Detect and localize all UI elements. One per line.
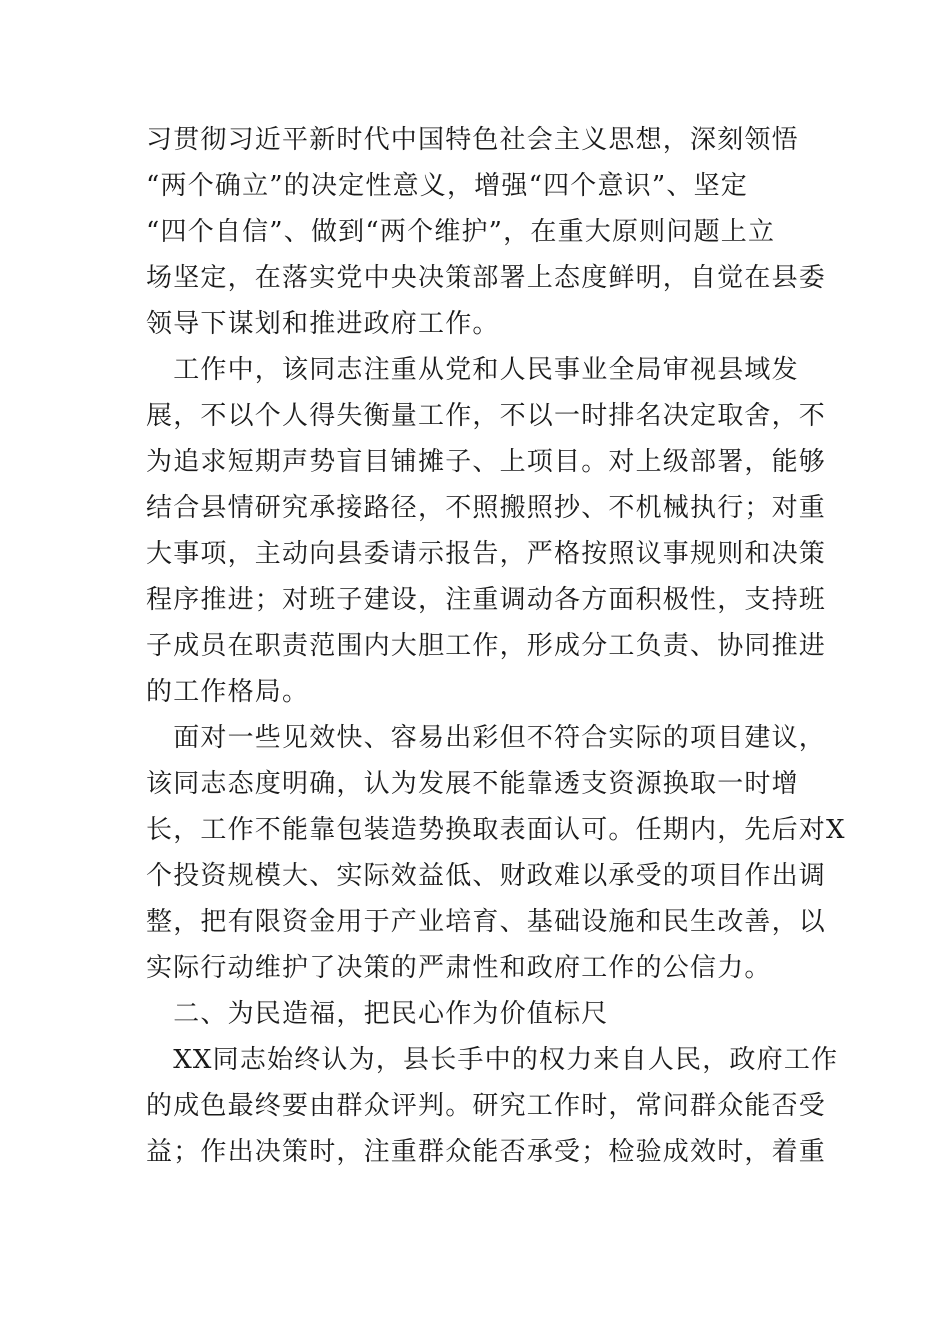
text-line: 结合县情研究承接路径，不照搬照抄、不机械执行；对重 — [146, 493, 827, 523]
section-heading: 二、为民造福，把民心作为价值标尺 — [146, 999, 609, 1029]
text-line: 面对一些见效快、容易出彩但不符合实际的项目建议， — [146, 723, 827, 753]
text-line: 个投资规模大、实际效益低、财政难以承受的项目作出调 — [146, 861, 827, 891]
text-line: “四个自信”、做到“两个维护”，在重大原则问题上立 — [146, 217, 776, 247]
text-line: 实际行动维护了决策的严肃性和政府工作的公信力。 — [146, 953, 772, 983]
text-line: 的工作格局。 — [146, 677, 310, 707]
text-line: 展，不以个人得失衡量工作，不以一时排名决定取舍，不 — [146, 401, 827, 431]
text-line: 整，把有限资金用于产业培育、基础设施和民生改善，以 — [146, 907, 827, 937]
text-line: 工作中，该同志注重从党和人民事业全局审视县域发 — [146, 355, 799, 385]
text-line: 为追求短期声势盲目铺摊子、上项目。对上级部署，能够 — [146, 447, 827, 477]
text-line: 领导下谋划和推进政府工作。 — [146, 309, 500, 339]
text-line: 场坚定，在落实党中央决策部署上态度鲜明，自觉在县委 — [146, 263, 827, 293]
text-line: XX同志始终认为，县长手中的权力来自人民，政府工作 — [146, 1045, 839, 1075]
text-line: 的成色最终要由群众评判。研究工作时，常问群众能否受 — [146, 1091, 827, 1121]
text-line: 该同志态度明确，认为发展不能靠透支资源换取一时增 — [146, 769, 799, 799]
text-line: 习贯彻习近平新时代中国特色社会主义思想，深刻领悟 — [146, 125, 799, 155]
text-line: 大事项，主动向县委请示报告，严格按照议事规则和决策 — [146, 539, 827, 569]
text-line: 长，工作不能靠包装造势换取表面认可。任期内，先后对X — [146, 815, 846, 845]
text-line: “两个确立”的决定性意义，增强“四个意识”、坚定 — [146, 171, 748, 201]
text-line: 益；作出决策时，注重群众能否承受；检验成效时，着重 — [146, 1137, 827, 1167]
text-line: 子成员在职责范围内大胆工作，形成分工负责、协同推进 — [146, 631, 827, 661]
text-line: 程序推进；对班子建设，注重调动各方面积极性，支持班 — [146, 585, 827, 615]
